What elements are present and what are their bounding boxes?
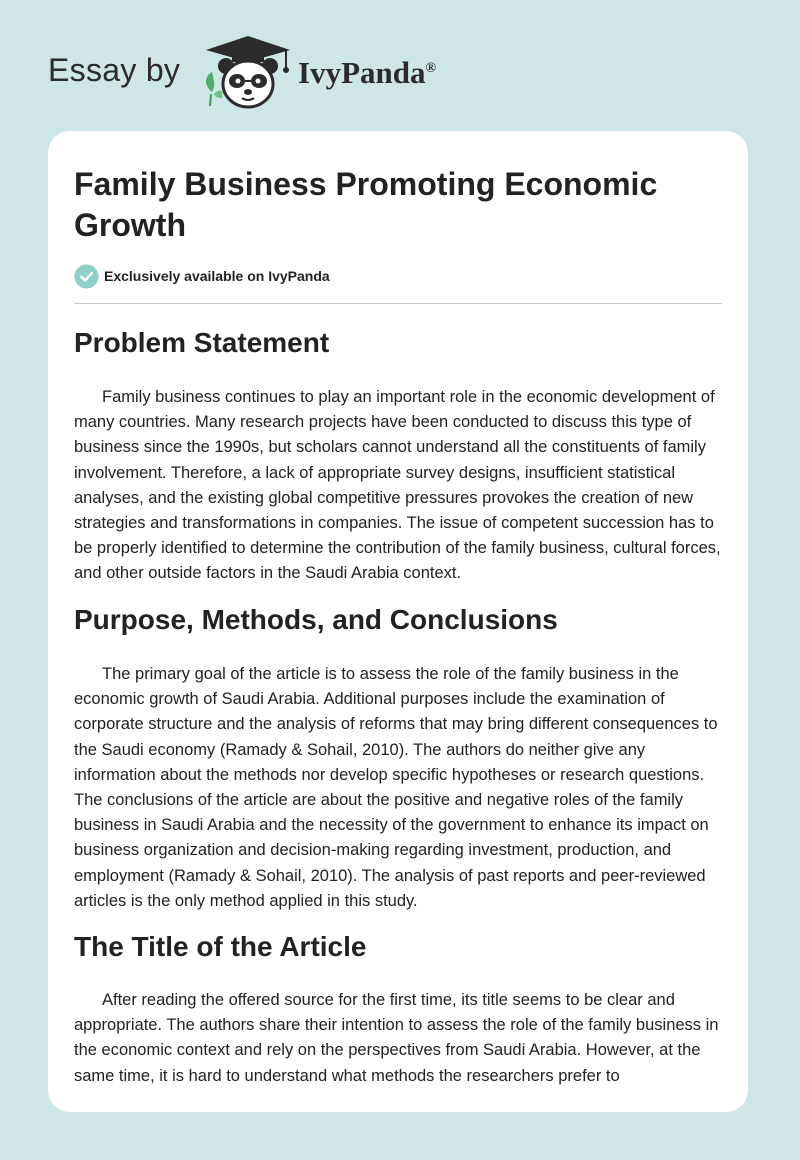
- brand-name[interactable]: [298, 55, 436, 91]
- exclusive-badge-text: Exclusively available on IvyPanda: [104, 268, 330, 284]
- section-heading-title-of-article: The Title of the Article: [74, 931, 367, 962]
- page-title: Family Business Promoting Economic Growth: [74, 166, 658, 243]
- brand-prefix: Essay by: [48, 52, 181, 88]
- site-header: [0, 0, 800, 130]
- divider: [74, 303, 722, 304]
- article-card: [48, 131, 748, 1112]
- registered-mark: ®: [425, 61, 436, 76]
- panda-graduation-cap-logo-icon[interactable]: [198, 32, 298, 112]
- section-body-title-of-article: After reading the offered source for the first time, its title seems to be clear and appropriate. The authors share their intention to assess the role of the family business in the economic context and rely on the perspectives from Saudi Arabia. However, at the same time, it is hard to understand what methods the researchers prefer to: [74, 991, 719, 1085]
- check-circle-icon: [74, 264, 99, 289]
- section-body-problem-statement: Family business continues to play an important role in the economic development of many countries. Many research projects have been conducted to discuss this type of business since the 1990s, but scholars cannot understand all the constituents of family involvement. Therefore, a lack of appropriate survey designs, insufficient statistical analyses, and the existing global competitive pressures provokes the creation of new strategies and transformations in companies. The issue of competent succession has to be properly identified to determine the contribution of the family business, cultural forces, and other outside factors in the Saudi Arabia context.: [74, 388, 721, 583]
- brand-name-text: IvyPanda: [298, 55, 426, 90]
- section-body-purpose-methods-conclusions: The primary goal of the article is to assess the role of the family business in the economic growth of Saudi Arabia. Additional purposes include the examination of corporate structure and the analysis of reforms that may bring different consequences to the Saudi economy (Ramady & Sohail, 2010). The authors do neither give any information about the methods nor develop specific hypotheses or research questions. The conclusions of the article are about the positive and negative roles of the family business in Saudi Arabia and the necessity of the government to enhance its impact on business organization and decision-making regarding investment, production, and employment (Ramady & Sohail, 2010). The analysis of past reports and peer-reviewed articles is the only method applied in this study.: [74, 665, 718, 910]
- section-heading-purpose-methods-conclusions: Purpose, Methods, and Conclusions: [74, 604, 558, 635]
- section-heading-problem-statement: Problem Statement: [74, 327, 330, 358]
- exclusive-badge: [74, 263, 330, 289]
